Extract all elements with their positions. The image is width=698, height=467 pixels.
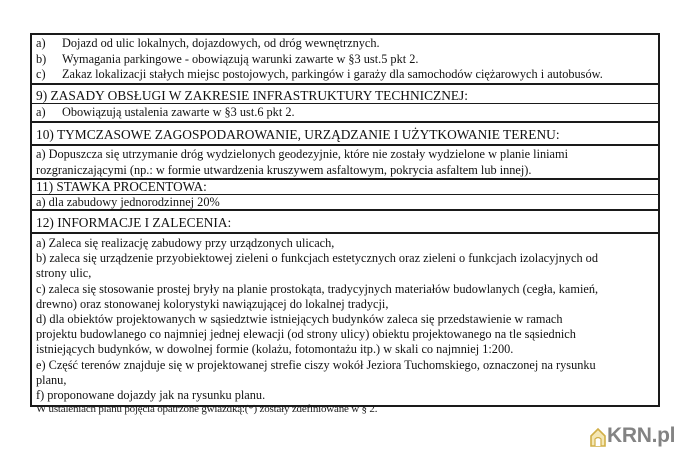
access-rules-block [32,35,658,83]
section-9-heading: 9) ZASADY OBSŁUGI W ZAKRESIE INFRASTRUKTURY TECHNICZNEJ: [32,83,658,103]
access-rule-c: c) Zakaz lokalizacji stałych miejsc postojowych, parkingów i garaży dla samochodów ciężarowych i autobusów. [36,67,603,82]
section-10-line: rozgraniczającymi (np.: w formie utwardzenia kruszywem asfaltowym, pokrycia asfaltem lub innej). [36,162,532,177]
section-12-line: a) Zaleca się realizację zabudowy przy urządzonych ulicach, [36,236,335,250]
section-10-body [32,144,658,178]
section-12-line: istniejących budynków, w dowolnej formie (kolażu, fotomontażu itp.) w skali co najmniej 1:200. [36,342,514,357]
section-12-line: c) zaleca się stosowanie prostej bryły na planie prostokąta, tradycyjnych materiałów budowlanych (cegła, kamień, [36,281,599,296]
section-11-body [32,194,658,209]
section-12-line: strony ulic, [36,266,92,281]
section-9-body [32,103,658,121]
watermark-text: KRN.pl [607,424,676,447]
section-11-heading: 11) STAWKA PROCENTOWA: [32,178,658,194]
section-10-heading: 10) TYMCZASOWE ZAGOSPODAROWANIE, URZĄDZANIE I UŻYTKOWANIE TERENU: [32,121,658,144]
regulations-table [30,33,660,407]
section-12-line: projektu budowlanego co najmniej jednej elewacji (od strony ulicy) obiektu projektowanego na tle sąsiednich [36,327,576,342]
section-10-line: a) Dopuszcza się utrzymanie dróg wydzielonych geodezyjnie, które nie zostały wydzielone w planie liniami [36,147,568,161]
krn-watermark [590,425,675,447]
section-11-line: a) dla zabudowy jednorodzinnej 20% [36,195,220,209]
section-12-line: e) Część terenów znajduje się w projektowanej strefie ciszy wokół Jeziora Tuchomskiego, oznaczonej na rysunku [36,357,596,372]
section-12-body [32,232,658,405]
house-icon [590,427,606,447]
section-12-line: planu, [36,372,67,387]
section-12-line: b) zaleca się urządzenie przyobiektowej zieleni o funkcjach estetycznych oraz zieleni o funkcjach izolacyjnych od [36,251,598,266]
access-rule-b: b) Wymagania parkingowe - obowiązują warunki zawarte w §3 ust.5 pkt 2. [36,51,419,66]
section-9-item-a: a) Obowiązują ustalenia zawarte w §3 ust.6 pkt 2. [36,105,295,119]
section-12-line: drewno) oraz stonowanej kolorystyki nawiązującej do lokalnej tradycji, [36,296,389,311]
access-rule-a: a) Dojazd od ulic lokalnych, dojazdowych, od dróg wewnętrznych. [36,36,380,50]
section-12-line: d) dla obiektów projektowanych w sąsiedztwie istniejących budynków zaleca się przedstawienie w ramach [36,312,563,327]
footnote: W ustaleniach planu pojęcia opatrzone gwiazdką:(*) zostały zdefiniowane w § 2. [36,403,378,415]
section-12-line: f) proponowane dojazdy jak na rysunku planu. [36,388,266,403]
section-12-heading: 12) INFORMACJE I ZALECENIA: [32,209,658,232]
